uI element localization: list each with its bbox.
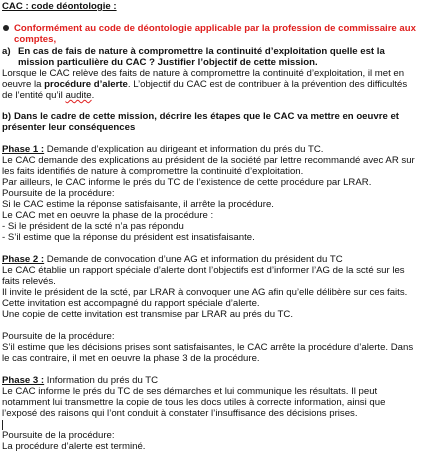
text-cursor[interactable] (2, 420, 3, 430)
spellcheck-word: audite (65, 90, 92, 101)
answer-a-text: de l’entité qu’il (2, 90, 66, 101)
phase-3-line: notamment lui transmettre la copie de tous les docs utiles à correcte information, ainsi que (2, 397, 386, 408)
intro-red-line-1: Conformément au code de déontologie applicable par la profession de commissaire aux (14, 23, 416, 34)
intro-red-line-2: comptes, (14, 34, 57, 45)
phase-2-line: Il invite le président de la scté, par LRAR à convoquer une AG afin qu’elle délibère sur ces faits. (2, 287, 408, 298)
phase-3-heading (2, 375, 158, 386)
doc-title: CAC : code déontologie : (2, 1, 117, 12)
answer-a-line-1: Lorsque le CAC relève des faits de nature à compromettre la continuité d’exploitation, il met en (2, 68, 405, 79)
bullet-dot (3, 25, 9, 31)
phase-2-line: Une copie de cette invitation est transmise par LRAR au prés du TC. (2, 309, 293, 320)
phase-1-line: Le CAC met en oeuvre la phase de la procédure : (2, 210, 214, 221)
question-b-label: b) (2, 111, 12, 122)
phase-1-line: Par ailleurs, le CAC informe le prés du TC de l’existence de cette procédure par LRAR. (2, 177, 372, 188)
question-a-label: a) (2, 46, 11, 57)
phase-1-list-item: - S’il estime que la réponse du président est insatisfaisante. (2, 232, 255, 243)
phase-2-line: faits relevés. (2, 276, 56, 287)
question-a-line-2: mission particulière du CAC ? Justifier l’objectif de cette mission. (18, 57, 318, 68)
phase-3-title: Information du prés du TC (44, 375, 159, 386)
question-b-line-1: Dans le cadre de cette mission, décrire les étapes que le CAC va mettre en oeuvre et (14, 111, 399, 122)
answer-a-text: . L’objectif du CAC est de contribuer à la prévention des difficultés (127, 79, 408, 90)
phase-3-line: l’exposé des raisons qui l’ont conduit à constater l’insuffisance des décisions prises. (2, 408, 358, 419)
phase-2-line: Poursuite de la procédure: (2, 331, 115, 342)
question-b-line-2: présenter leur conséquences (2, 122, 136, 133)
answer-a-line-3 (2, 90, 94, 101)
phase-2-line: le cas contraire, il met en oeuvre la phase 3 de la procédure. (2, 353, 260, 364)
phase-1-label: Phase 1 : (2, 144, 45, 155)
phase-1-line: Poursuite de la procédure: (2, 188, 115, 199)
phase-3-line: Poursuite de la procédure: (2, 430, 115, 441)
procedure-alerte-bold: procédure d’alerte (44, 79, 128, 90)
answer-a-line-2 (2, 79, 407, 90)
phase-1-line: les faits identifiés de nature à compromettre la continuité d’exploitation. (2, 166, 304, 177)
phase-3-line: La procédure d’alerte est terminé. (2, 441, 146, 452)
phase-3-label: Phase 3 : (2, 375, 45, 386)
phase-2-heading (2, 254, 343, 265)
phase-3-line: Le CAC informe le prés du TC de ses démarches et lui communique les résultats. Il peut (2, 386, 378, 397)
phase-2-line: Cette invitation est accompagné du rapport spéciale d’alerte. (2, 298, 260, 309)
phase-1-line: Le CAC demande des explications au président de la société par lettre recommandé avec AR sur (2, 155, 415, 166)
answer-a-text: oeuvre la (2, 79, 45, 90)
phase-1-list-item: - Si le président de la scté n’a pas répondu (2, 221, 184, 232)
question-a-line-1: En cas de fais de nature à compromettre la continuité d’exploitation quelle est la (18, 46, 385, 57)
phase-2-line: S’il estime que les décisions prises sont satisfaisantes, le CAC arrête la procédure d’alerte. Dans (2, 342, 414, 353)
phase-2-title: Demande de convocation d’une AG et information du président du TC (44, 254, 343, 265)
phase-1-heading (2, 144, 323, 155)
answer-a-text: . (91, 90, 95, 101)
phase-2-line: Le CAC établie un rapport spéciale d’alerte dont l’objectifs est d’informer l’AG de la scté sur les (2, 265, 405, 276)
phase-1-title: Demande d’explication au dirigeant et information du prés du TC. (44, 144, 324, 155)
phase-1-line: Si le CAC estime la réponse satisfaisante, il arrête la procédure. (2, 199, 274, 210)
phase-2-label: Phase 2 : (2, 254, 45, 265)
